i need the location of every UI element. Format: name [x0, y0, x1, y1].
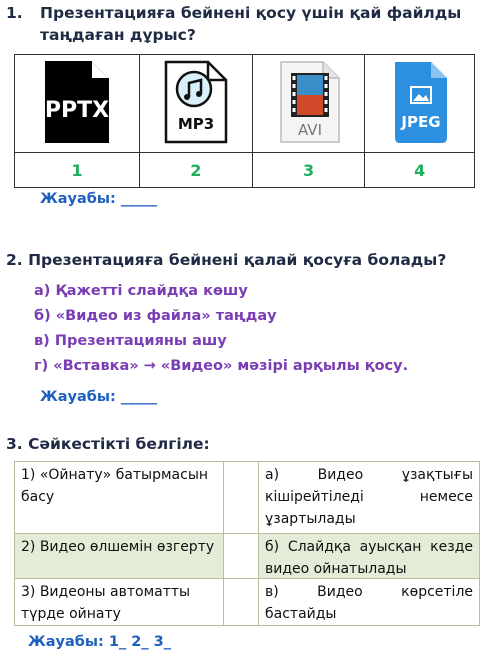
match-left-3: 3) Видеоны автоматты түрде ойнату — [14, 579, 224, 625]
jpeg-file-icon — [385, 59, 455, 145]
option-c: в) Презентацияны ашу — [34, 333, 227, 349]
question-1-answer: Жауабы: _____ — [40, 191, 158, 207]
file-number-4: 4 — [365, 153, 475, 188]
file-number-2: 2 — [140, 153, 253, 188]
match-right-c: в) Видео көрсетіле бастайды — [258, 579, 480, 625]
mp3-file-icon — [160, 59, 232, 145]
question-3-answer: Жауабы: 1_ 2_ 3_ — [28, 634, 171, 650]
match-left-1: 1) «Ойнату» батырмасын басу — [14, 462, 224, 533]
file-number-3: 3 — [252, 153, 365, 188]
avi-file-icon — [273, 59, 345, 145]
question-1-number: 1. — [6, 4, 23, 22]
option-b: б) «Видео из файла» таңдау — [34, 308, 277, 324]
file-cell-2 — [140, 55, 253, 153]
pptx-label: PPTX — [44, 97, 110, 123]
avi-label: AVI — [297, 120, 322, 139]
matching-row — [14, 534, 480, 579]
question-1-line2: таңдаған дұрыс? — [40, 26, 196, 44]
file-cell-1 — [15, 55, 140, 153]
file-cell-4 — [365, 55, 475, 153]
question-2-title: 2. Презентацияға бейнені қалай қосуға болады? — [6, 251, 447, 269]
file-cell-3 — [252, 55, 365, 153]
matching-row — [14, 461, 480, 534]
option-a: а) Қажетті слайдқа көшу — [34, 283, 248, 299]
match-left-2: 2) Видео өлшемін өзгерту — [14, 534, 224, 578]
matching-row — [14, 579, 480, 626]
file-number-1: 1 — [15, 153, 140, 188]
match-right-a: а) Видео ұзақтығы кішірейтіледі немесе ұзартылады — [258, 462, 480, 533]
question-3-title: 3. Сәйкестікті белгіле: — [6, 435, 210, 453]
question-1 — [6, 2, 486, 46]
match-right-b: б) Слайдқа ауысқан кезде видео ойнатылады — [258, 534, 480, 578]
mp3-label: MP3 — [177, 114, 215, 133]
question-1-line1: Презентацияға бейнені қосу үшін қай файлды — [40, 4, 462, 22]
question-2-answer: Жауабы: _____ — [40, 389, 158, 405]
pptx-file-icon — [37, 59, 117, 145]
option-d: г) «Вставка» → «Видео» мәзірі арқылы қосу. — [34, 358, 409, 374]
jpeg-label: JPEG — [401, 112, 441, 131]
matching-table — [14, 461, 480, 626]
file-options-table — [14, 54, 475, 188]
